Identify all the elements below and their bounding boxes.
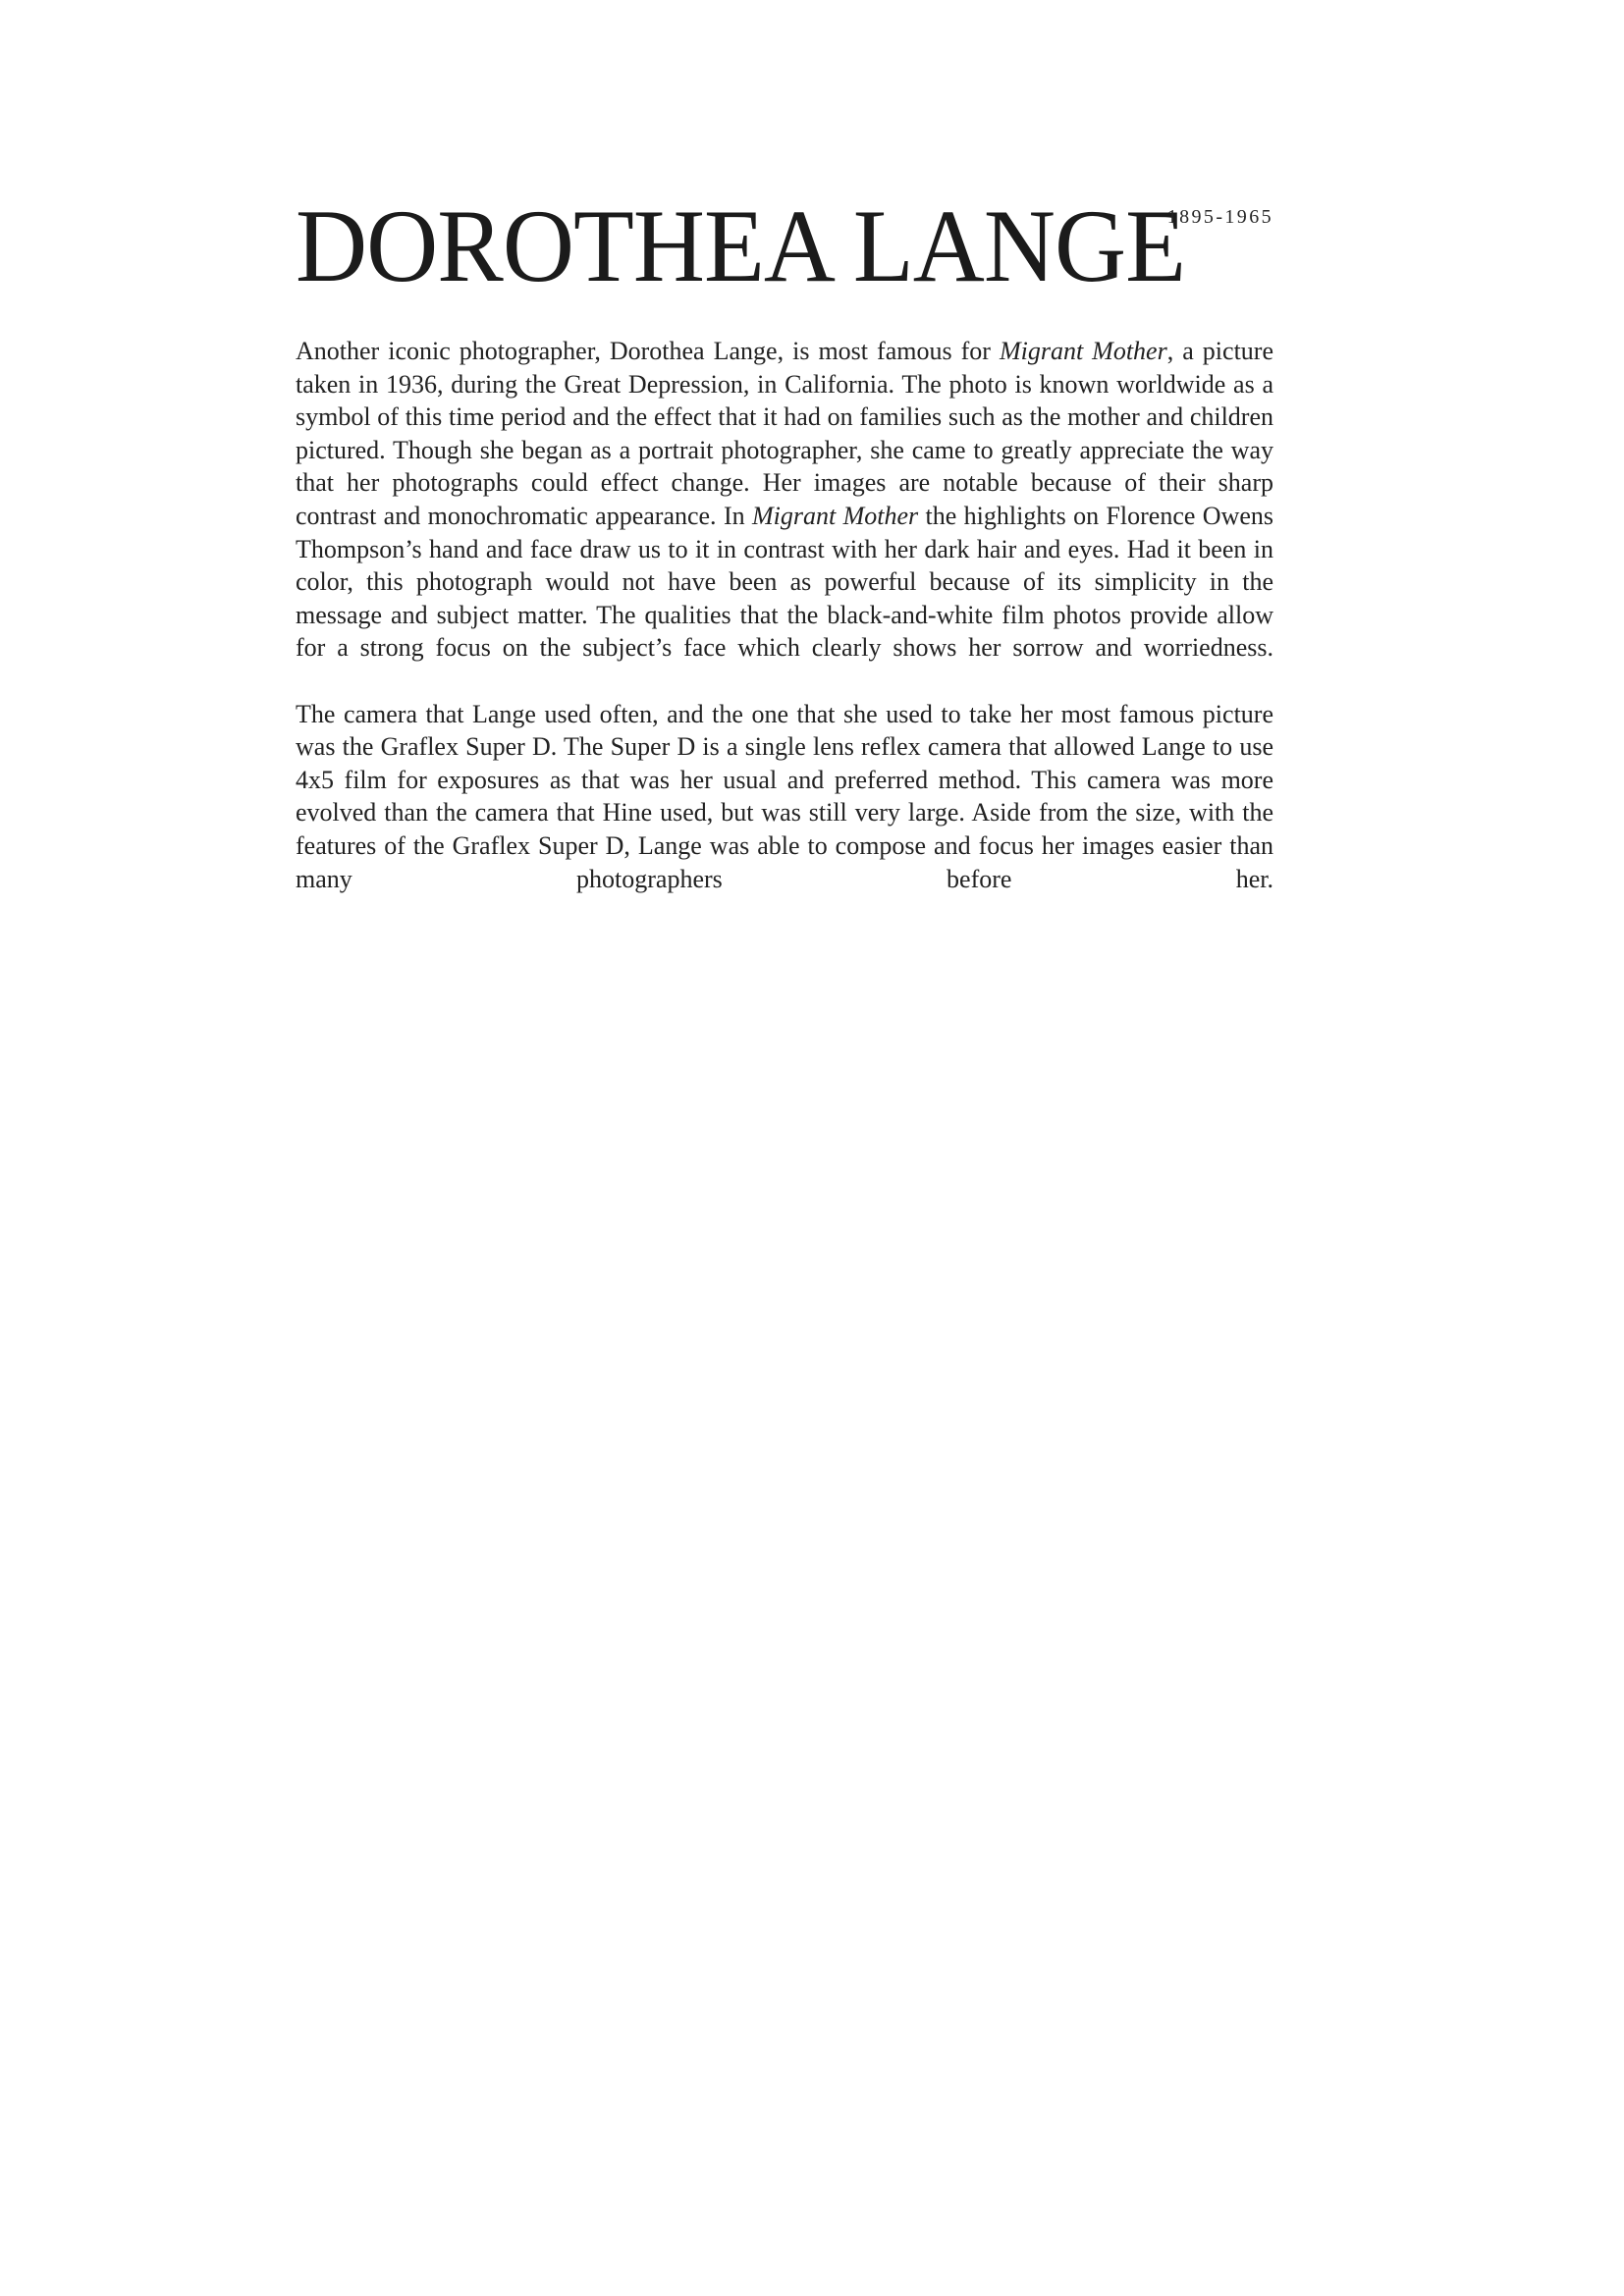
paragraph-one-text-part-two: , a picture taken in 1936, during the Great Depression, in California. The photo is known worldwide as a symbol of this time period and the effect that it had on families such as the mother and children pictured. Though she began as a portrait photographer, she came to greatly appreciate the way that her photographs could effect change. Her images are notable because of their sharp contrast and monochromatic appearance. In [296,337,1273,530]
article-header [296,188,1273,303]
paragraph-migrant-mother [296,335,1273,665]
photo-title-migrant-mother-second: Migrant Mother [751,501,919,530]
paragraph-one-text-part-one: Another iconic photographer, Dorothea Lange, is most famous for [296,337,1000,365]
page-title: DOROTHEA LANGE [296,188,1186,303]
life-years: 1895-1965 [1166,206,1273,228]
paragraph-one-text-part-three: the highlights on Florence Owens Thompson’s hand and face draw us to it in contrast with her dark hair and eyes. Had it been in color, this photograph would not have been as powerful because of its simplicity in the message and subject matter. The qualities that the black-and-white film photos provide allow for a strong focus on the subject’s face which clearly shows her sorrow and worriedness. [296,501,1274,663]
paragraph-graflex-camera: The camera that Lange used often, and the one that she used to take her most famous picture was the Graflex Super D. The Super D is a single lens reflex camera that allowed Lange to use 4x5 film for exposures as that was her usual and preferred method. This camera was more evolved than the camera that Hine used, but was still very large. Aside from the size, with the features of the Graflex Super D, Lange was able to compose and focus her images easier than many photographers before her. [296,699,1273,893]
article-body [296,335,1273,895]
photo-title-migrant-mother: Migrant Mother [999,337,1167,365]
